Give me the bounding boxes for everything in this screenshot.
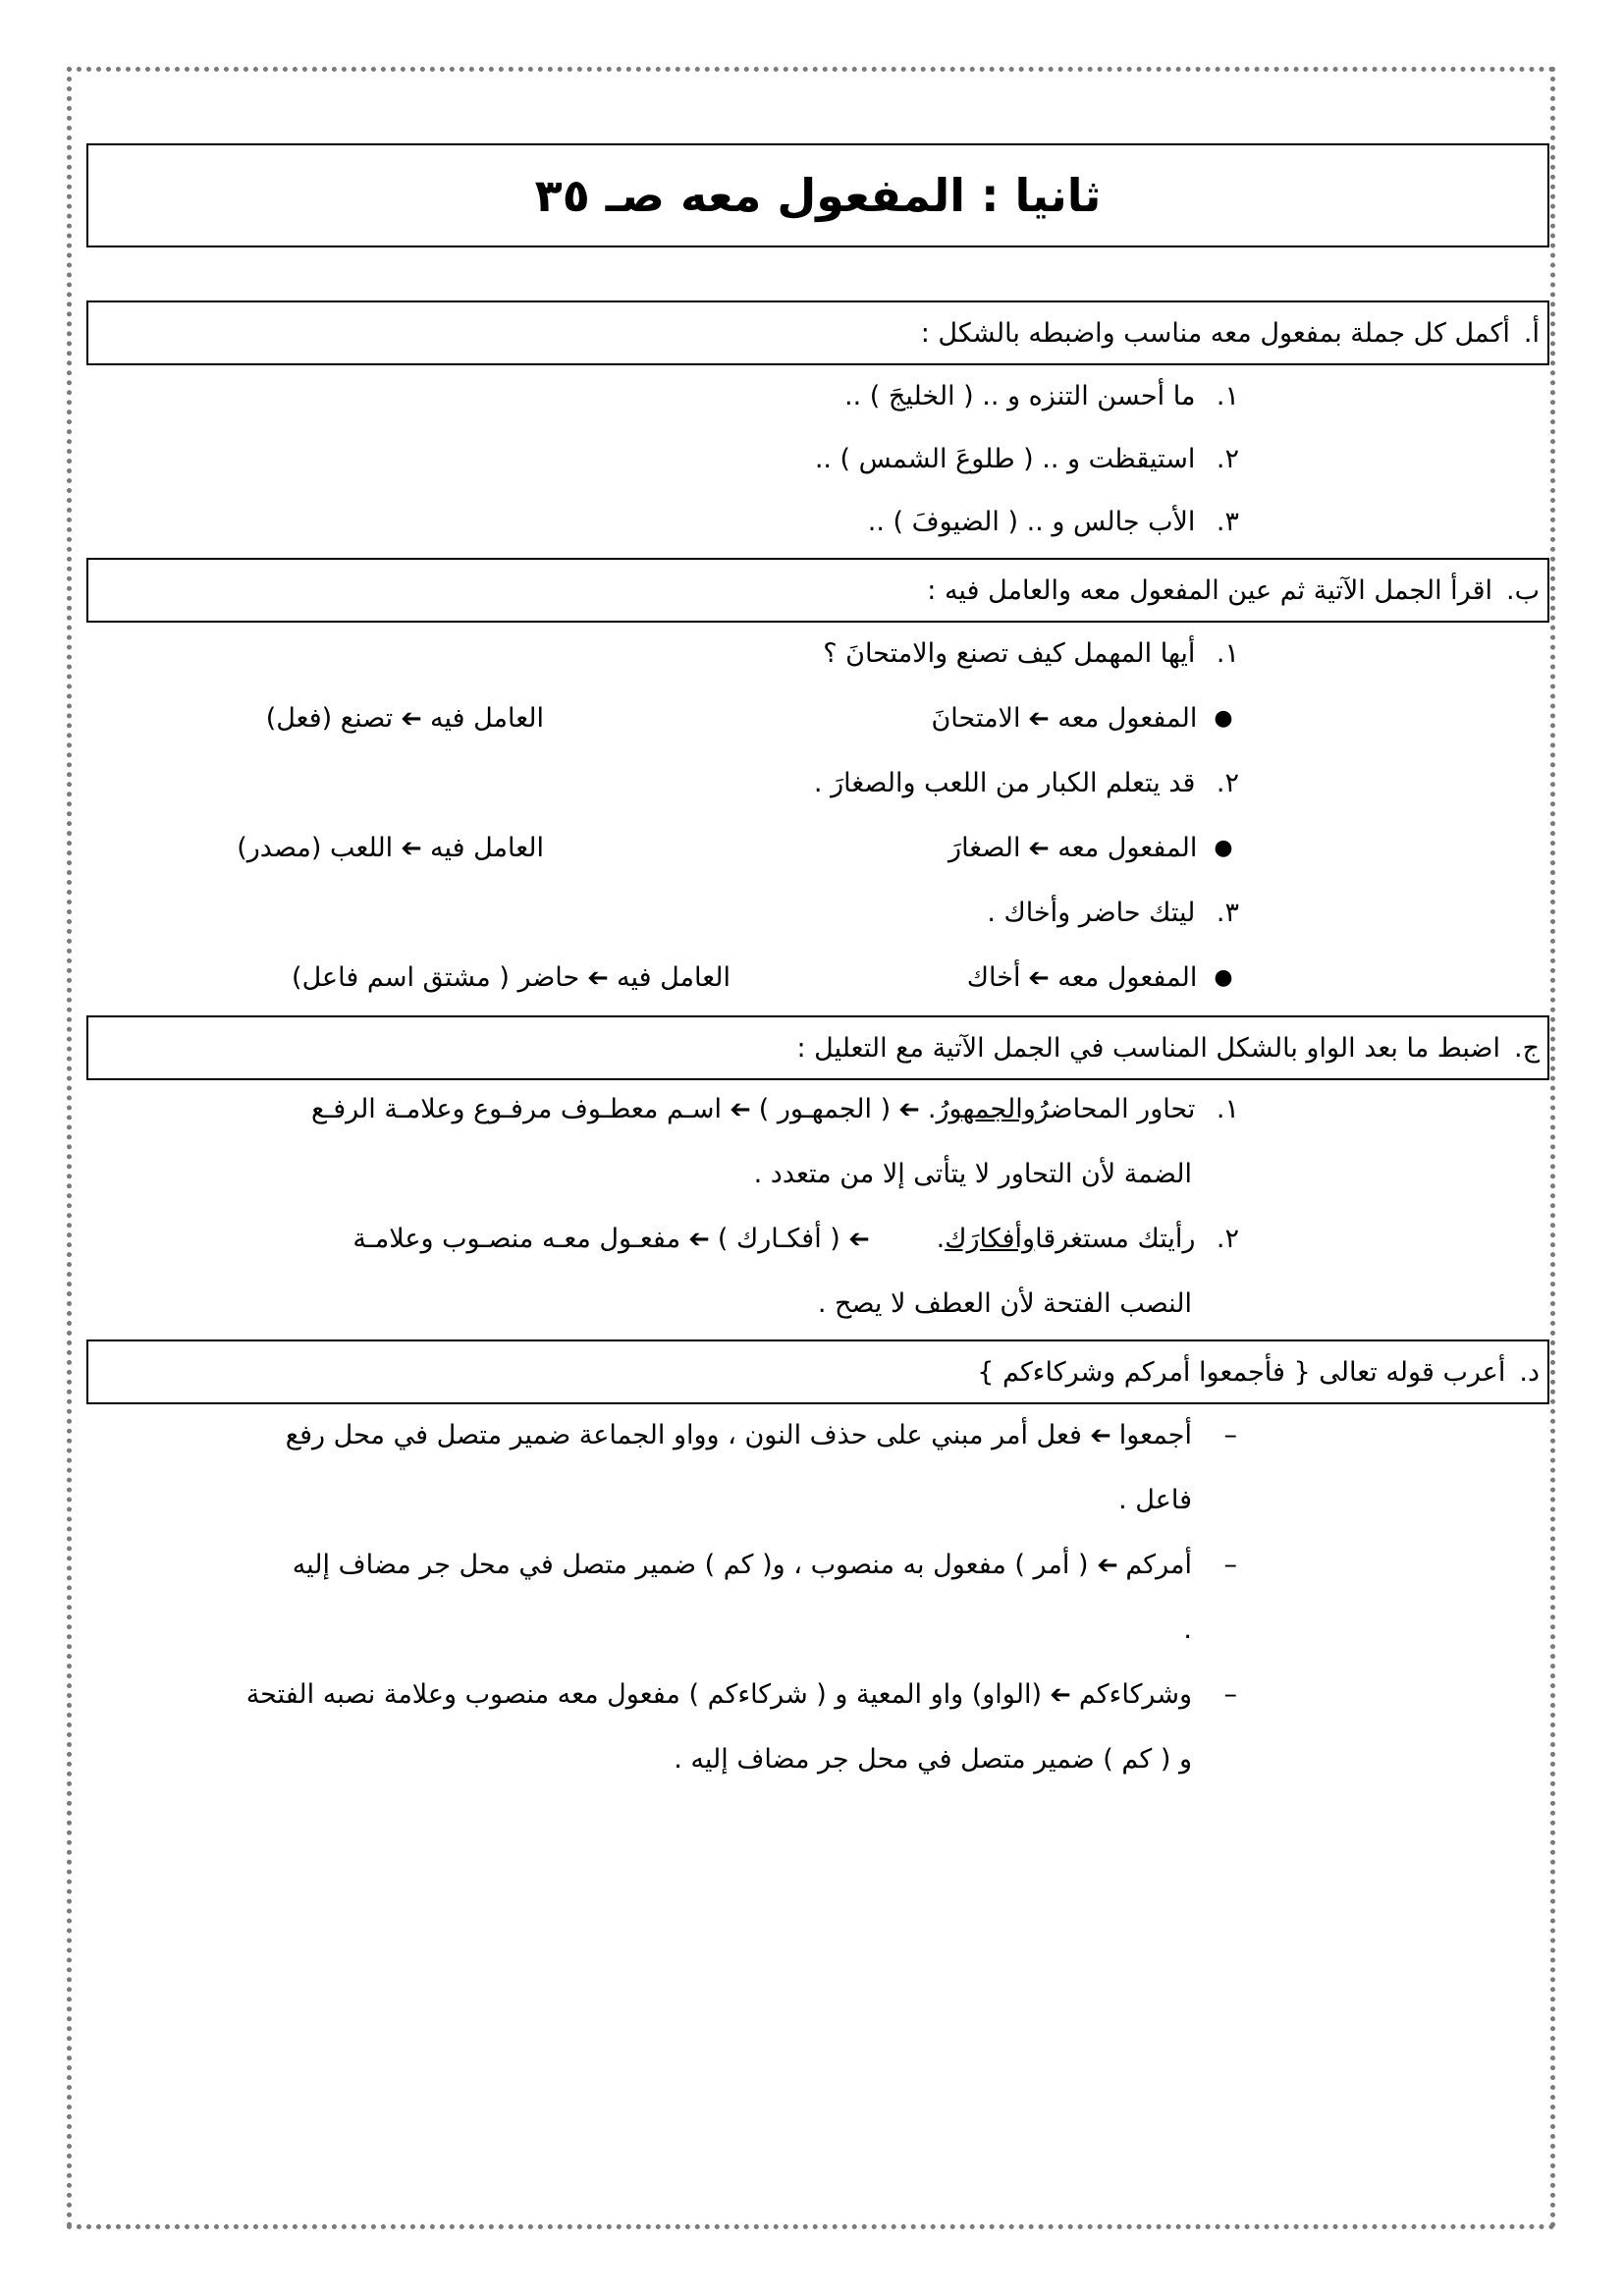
arrow-left-icon: ➔ [688,1224,710,1254]
parse-text: ( أمر ) مفعول به منصوب ، و( كم ) ضمير متصل في محل جر مضاف إليه [292,1550,1089,1580]
amil-value: اللعب (مصدر) [237,833,394,863]
amil-label: العامل فيه [429,703,544,734]
parse-word: أجمعوا [1118,1420,1192,1450]
list-item [987,898,1239,928]
item-text: . [927,1094,937,1124]
section-b-letter: ب. [1505,574,1540,606]
list-item [868,507,1239,537]
list-item [823,638,1239,669]
amil-value: تصنع (فعل) [265,703,394,734]
list-item [815,444,1239,474]
arrow-left-icon: ➔ [1050,1679,1071,1710]
section-c-heading: اضبط ما بعد الواو بالشكل المناسب في الجمل الآتية مع التعليل : [796,1032,1500,1064]
item-number: ٢. [1216,1224,1239,1254]
maf-value: أخاك [966,962,1021,993]
arrow-left-icon: ➔ [1028,833,1051,863]
parse-word: وشركاءكم [1078,1679,1192,1710]
arrow-left-icon: ➔ [729,1094,751,1124]
parse-item [286,1420,1192,1450]
continuation-line [674,1744,1192,1775]
item-number: ١. [1216,1094,1239,1124]
arrow-left-icon: ➔ [898,1094,920,1124]
item-text: أيها المهمل كيف تصنع والامتحانَ ؟ [823,638,1196,669]
dash-bullet [1224,1550,1238,1580]
arrow-left-icon: ➔ [401,833,422,863]
item-reason-cont: الضمة لأن التحاور لا يتأتى إلا من متعدد . [753,1159,1192,1189]
parse-text: فعل أمر مبني على حذف النون ، وواو الجماعة ضمير متصل في محل رفع [285,1420,1082,1450]
maf-value: الصغارَ [948,833,1021,863]
maf-label: المفعول معه [1057,962,1198,993]
answer-line [931,703,1241,734]
answer-line [237,833,544,863]
item-text: استيقظت و .. ( طلوعَ الشمس ) .. [814,444,1196,474]
page-title: ثانيا : المفعول معه صـ ٣٥ [534,169,1102,222]
item-reason: مفعـول معـه منصـوب وعلامـة [352,1224,681,1254]
title-box [86,143,1549,247]
item-text: ليتك حاضر وأخاك . [987,898,1196,928]
item-text: تحاور المحاضرُ [1035,1094,1196,1124]
parse-item [293,1550,1192,1580]
arrow-left-icon: ➔ [1089,1420,1111,1450]
bullet-icon: ● [1214,706,1233,731]
continuation-line [754,1159,1192,1189]
arrow-left-icon: ➔ [1028,703,1051,734]
item-text: الأب جالس و .. ( الضيوفَ ) .. [867,507,1196,537]
answer-line [292,962,731,993]
list-item [352,1224,1239,1254]
list-item [844,381,1239,411]
underlined-word: والجمهورُ [936,1094,1036,1124]
maf-label: المفعول معه [1057,703,1198,734]
section-c-letter: ج. [1513,1032,1540,1064]
section-d-heading: أعرب قوله تعالى { فأجمعوا أمركم وشركاءكم } [977,1356,1506,1388]
parse-item [246,1679,1192,1710]
arrow-left-icon: ➔ [1096,1550,1118,1580]
list-item [814,768,1239,798]
answer-line [967,962,1241,993]
parse-word: أمركم [1125,1550,1192,1580]
section-a-heading: أكمل كل جملة بمفعول معه مناسب واضبطه بالشكل : [920,317,1510,349]
continuation-line [1118,1485,1192,1515]
section-d-letter: د. [1519,1356,1540,1388]
section-c-header [86,1015,1549,1080]
section-b-header [86,558,1549,623]
dash-bullet [1224,1679,1238,1710]
item-reason-cont: النصب الفتحة لأن العطف لا يصح . [817,1288,1192,1319]
item-text: . [936,1224,946,1254]
dash-marker: – [1223,1550,1237,1580]
continuation-line [1183,1614,1192,1645]
amil-label: العامل فيه [429,833,544,863]
parse-text-cont: و ( كم ) ضمير متصل في محل جر مضاف إليه . [674,1744,1192,1775]
item-text: رأيتك مستغرقا [1035,1224,1196,1254]
dash-bullet [1224,1420,1238,1450]
parse-text-cont: فاعل . [1118,1485,1192,1515]
item-number: ٢. [1216,444,1239,474]
item-number: ١. [1216,381,1239,411]
word-paren: ( الجمهـور ) [758,1094,892,1124]
section-b-heading: اقرأ الجمل الآتية ثم عين المفعول معه والعامل فيه : [927,574,1492,606]
maf-value: الامتحانَ [931,703,1021,734]
arrow-left-icon: ➔ [587,962,609,993]
dash-marker: – [1223,1420,1237,1450]
arrow-left-icon: ➔ [847,1224,870,1254]
word-paren: ( أفكـارك ) [717,1224,840,1254]
section-d-header [86,1339,1549,1404]
answer-line [948,833,1241,863]
item-text: قد يتعلم الكبار من اللعب والصغارَ . [813,768,1196,798]
item-number: ٣. [1216,507,1239,537]
item-number: ٣. [1216,898,1239,928]
amil-value: حاضر ( مشتق اسم فاعل) [292,962,580,993]
list-item [311,1094,1239,1124]
parse-text-cont: . [1183,1614,1192,1645]
item-number: ٢. [1216,768,1239,798]
dash-marker: – [1223,1679,1237,1710]
arrow-left-icon: ➔ [401,703,422,734]
section-a-letter: أ. [1523,317,1540,349]
bullet-icon: ● [1214,965,1233,990]
parse-text: (الواو) واو المعية و ( شركاءكم ) مفعول معه منصوب وعلامة نصبه الفتحة [245,1679,1043,1710]
continuation-line [818,1288,1192,1319]
section-a-header [86,301,1549,365]
amil-label: العامل فيه [616,962,731,993]
arrow-left-icon: ➔ [1028,962,1051,993]
item-reason: اسـم معطـوف مرفـوع وعلامـة الرفـع [310,1094,722,1124]
maf-label: المفعول معه [1057,833,1198,863]
item-text: ما أحسن التنزه و .. ( الخليجَ ) .. [844,381,1196,411]
underlined-word: وأفكارَك [945,1224,1036,1254]
answer-line [266,703,544,734]
item-number: ١. [1216,638,1239,669]
bullet-icon: ● [1214,836,1233,860]
